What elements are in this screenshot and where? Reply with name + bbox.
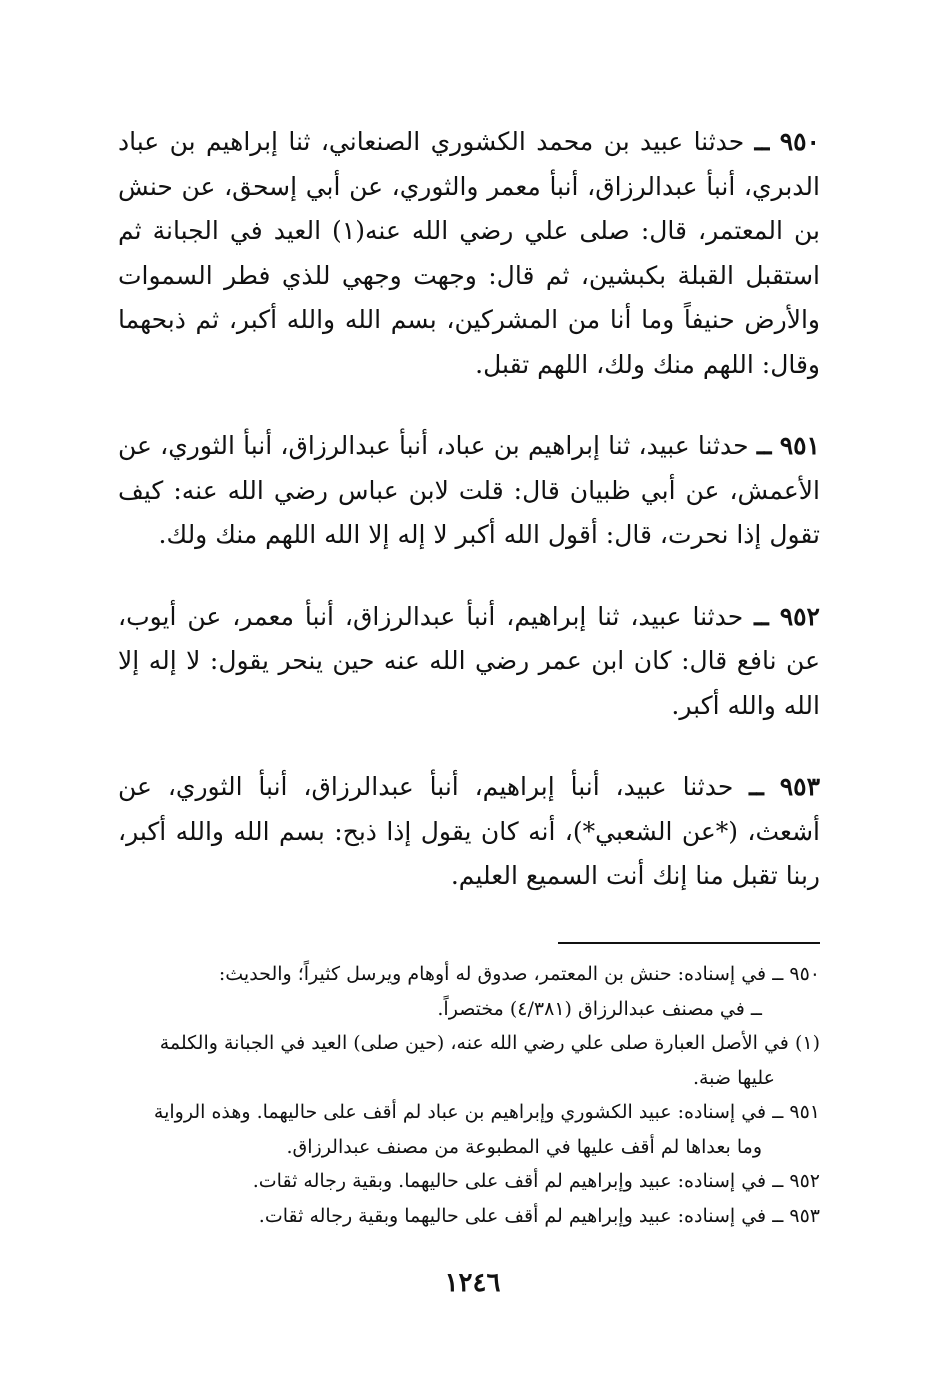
note-label: ٩٥٣ ــ: [772, 1204, 820, 1227]
hadith-dash: ــ: [754, 127, 770, 156]
note-953: [118, 1199, 820, 1234]
hadith-number: ٩٥١: [779, 431, 820, 460]
hadith-text: حدثنا عبيد، ثنا إبراهيم، أنبأ عبدالرزاق، أنبأ معمر، عن أيوب، عن نافع قال: كان ابن عمر رضي الله عنه حين ينحر يقول: لا إله إلا الله والله أكبر.: [118, 601, 820, 720]
hadith-950: [118, 120, 820, 387]
note-label: ٩٥٢ ــ: [772, 1170, 820, 1192]
hadith-dash: ــ: [749, 772, 764, 801]
note-950: [118, 957, 820, 1026]
note-text: في إسناده: عبيد الكشوري وإبراهيم بن عباد لم أقف على حاليهما. وهذه الرواية: [153, 1101, 767, 1123]
hadith-951: [118, 424, 820, 558]
hadith-text: حدثنا عبيد بن محمد الكشوري الصنعاني، ثنا إبراهيم بن عباد الدبري، أنبأ عبدالرزاق، أنبأ معمر والثوري، عن أبي إسحق، عن حنش بن المعتمر، قال: صلى علي رضي الله عنه(١) العيد في الجبانة ثم استقبل القبلة بكبشين، ثم قال: وجهت وجهي للذي فطر السموات والأرض حنيفاً وما أنا من المشركين، بسم الله والله أكبر، ثم ذبحهما وقال: اللهم منك ولك، اللهم تقبل.: [118, 127, 820, 379]
footnote-separator: [558, 942, 820, 944]
note-label: ٩٥١ ــ: [772, 1101, 820, 1123]
main-text: [118, 120, 820, 936]
hadith-number: ٩٥٣: [779, 772, 821, 801]
page-number: ١٢٤٦: [444, 1268, 501, 1298]
note-text: في إسناده: حنش بن المعتمر، صدوق له أوهام ويرسل كثيراً؛ والحديث:: [218, 963, 767, 985]
hadith-number: ٩٥٠: [779, 127, 820, 156]
note-text-continued: وما بعداها لم أقف عليها في المطبوعة من مصنف عبدالرزاق.: [286, 1135, 762, 1158]
hadith-text: حدثنا عبيد، ثنا إبراهيم بن عباد، أنبأ عبدالرزاق، أنبأ الثوري، عن الأعمش، عن أبي ظبيان قال: قلت لابن عباس رضي الله عنه: كيف تقول إذا نحرت، قال: أقول الله أكبر لا إله إلا الله اللهم منك ولك.: [118, 431, 820, 549]
note-label: ٩٥٠ ــ: [772, 963, 820, 985]
note-text: في إسناده: عبيد وإبراهيم لم أقف على حاليهما. وبقية رجاله ثقات.: [252, 1170, 767, 1192]
hadith-dash: ــ: [754, 601, 769, 631]
footnotes: [118, 957, 820, 1233]
note-951: [118, 1095, 820, 1164]
hadith-952: [118, 595, 820, 729]
hadith-number: ٩٥٢: [779, 601, 820, 631]
footnote-text: في الأصل العبارة صلى علي رضي الله عنه، (حين صلى) العيد في الجبانة والكلمة: [159, 1032, 789, 1054]
footnote-1: [118, 1026, 820, 1095]
note-text-continued: ــ في مصنف عبدالرزاق (٤/٣٨١) مختصراً.: [437, 997, 762, 1020]
hadith-text: حدثنا عبيد، أنبأ إبراهيم، أنبأ عبدالرزاق، أنبأ الثوري، عن أشعث، (*عن الشعبي*)، أنه كان يقول إذا ذبح: بسم الله والله أكبر، ربنا تقبل منا إنك أنت السميع العليم.: [118, 772, 820, 890]
hadith-dash: ــ: [756, 431, 772, 460]
footnote-label: (١): [794, 1032, 820, 1054]
note-text: في إسناده: عبيد وإبراهيم لم أقف على حاليهما وبقية رجاله ثقات.: [258, 1204, 767, 1227]
hadith-953: [118, 765, 820, 899]
footnote-text-continued: عليها ضبة.: [692, 1066, 775, 1089]
note-952: [118, 1164, 820, 1199]
